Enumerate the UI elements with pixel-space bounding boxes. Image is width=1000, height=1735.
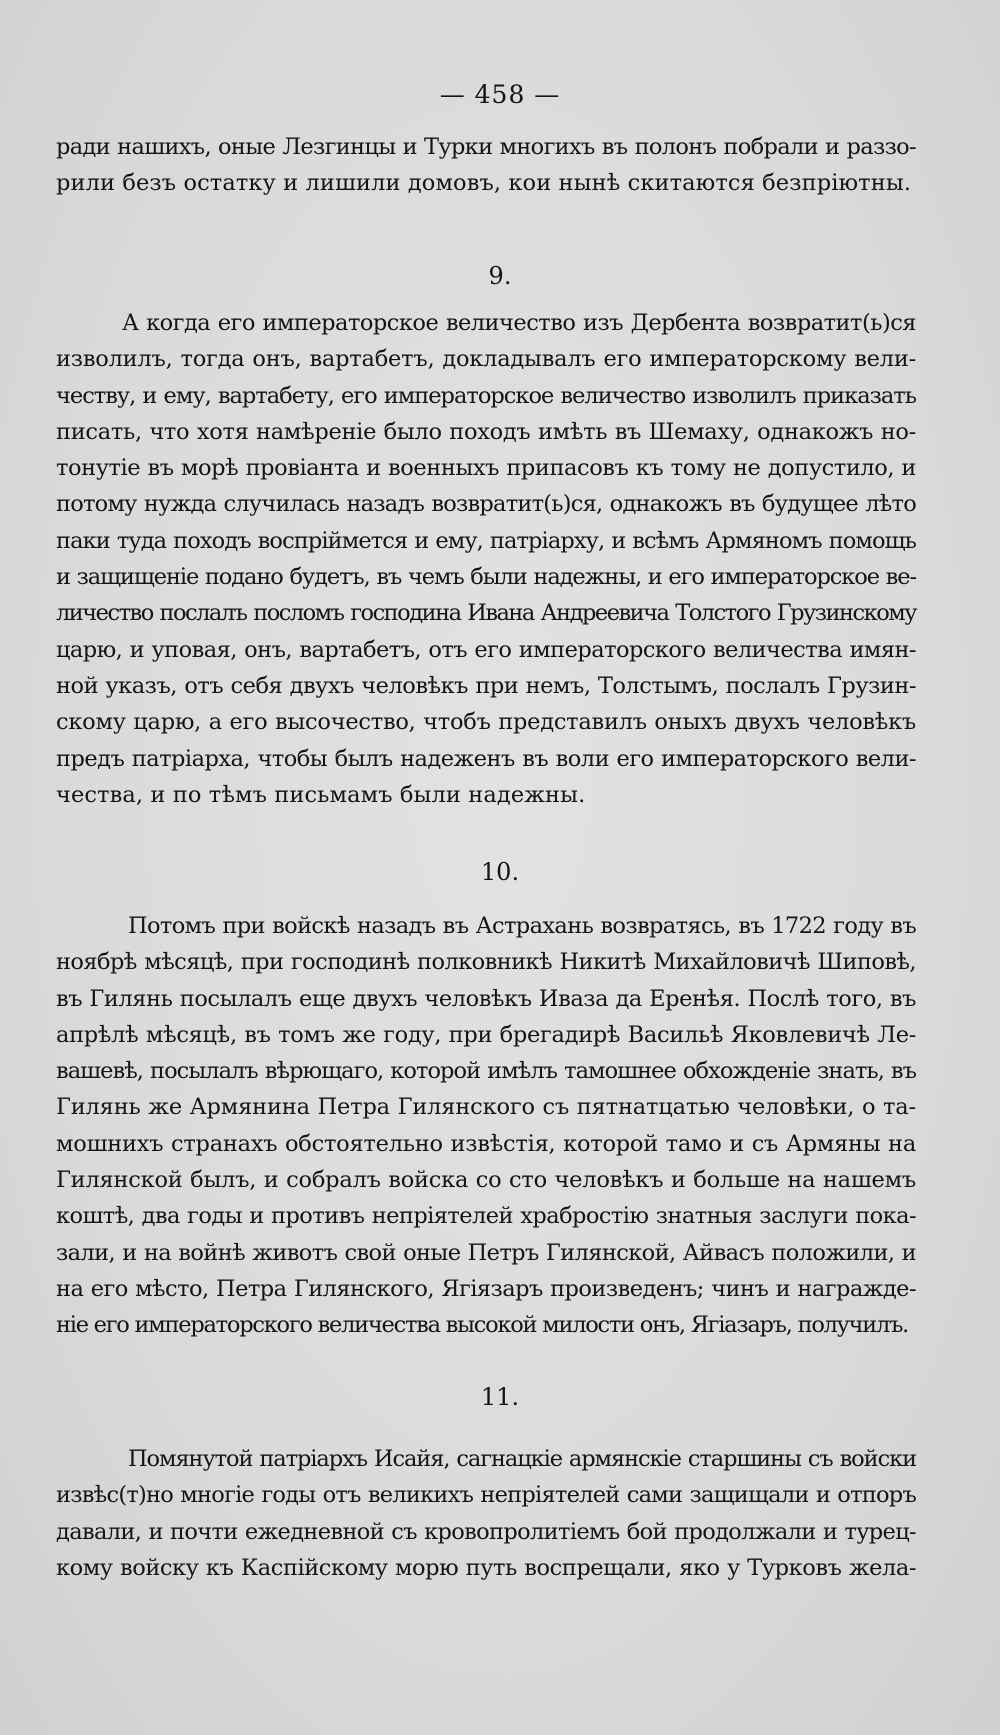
text-line: Помянутой патріархъ Исайя, сагнацкіе армянскіе старшины съ войски [128,1446,916,1472]
page-number: — 458 — [439,80,561,109]
section-10-paragraph [56,908,916,1344]
text-line: зали, и на войнѣ животъ свой оные Петръ Гилянской, Айвасъ положили, и [56,1239,916,1266]
text-line: царю, и уповая, онъ, вартабетъ, отъ его императорского величества имян- [56,636,916,663]
text-line: ноябрѣ мѣсяцѣ, при господинѣ полковникѣ Никитѣ Михайловичѣ Шиповѣ, [56,949,916,976]
text-line: рили безъ остатку и лишили домовъ, кои нынѣ скитаются безпріютны. [56,170,912,197]
text-line: потому нужда случилась назадъ возвратит(ь)ся, однакожъ въ будущее лѣто [56,491,916,518]
text-line: Гилянь же Армянина Петра Гилянского съ пятнатцатью человѣки, о та- [56,1094,916,1121]
text-line: чества, и по тѣмъ письмамъ были надежны. [56,781,586,808]
text-line: на его мѣсто, Петра Гилянского, Ягіязаръ произведенъ; чинъ и награжде- [56,1275,916,1302]
text-line: кому войску къ Каспійскому морю путь воспрещали, яко у Турковъ жела- [56,1554,916,1581]
section-11-paragraph [56,1441,916,1586]
text-line: ніе его императорского величества высокой милости онъ, Ягіазаръ, получилъ. [56,1312,909,1339]
text-line: коштѣ, два годы и противъ непріятелей храбростію знатныя заслуги пока- [56,1203,916,1230]
text-line: въ Гилянь посылалъ еще двухъ человѣкъ Иваза да Еренѣя. Послѣ того, въ [56,985,916,1012]
intro-paragraph [56,129,916,202]
text-line: личество послалъ посломъ господина Ивана Андреевича Толстого Грузинскому [56,600,916,627]
text-line: и защищеніе подано будетъ, въ чемъ были надежны, и его императорское ве- [56,564,916,591]
text-line: апрѣлѣ мѣсяцѣ, въ томъ же году, при брегадирѣ Васильѣ Яковлевичѣ Ле- [56,1021,916,1048]
section-number-10: 10. [480,858,520,886]
section-number-11: 11. [480,1383,520,1411]
text-line: паки туда походъ воспріймется и ему, патріарху, и всѣмъ Армяномъ помощь [56,527,916,554]
text-line: тонутіе въ морѣ провіанта и военныхъ припасовъ къ тому не допустило, и [56,455,916,482]
text-line: извѣс(т)но многіе годы отъ великихъ непріятелей сами защищали и отпоръ [56,1482,916,1509]
text-line: Потомъ при войскѣ назадъ въ Астрахань возвратясь, въ 1722 году въ [128,913,916,939]
text-line: скому царю, а его высочество, чтобъ представилъ оныхъ двухъ человѣкъ [56,709,916,736]
text-line: давали, и почти ежедневной съ кровопролитіемъ бой продолжали и турец- [56,1518,916,1545]
text-line: честву, и ему, вартабету, его императорское величество изволилъ приказать [56,382,916,409]
text-line: ради нашихъ, оные Лезгинцы и Турки многихъ въ полонъ побрали и раззо- [56,134,916,160]
text-line: вашевѣ, посылалъ вѣрющаго, которой имѣлъ тамошнее обхожденіе знать, въ [56,1058,916,1085]
section-number-9: 9. [488,262,512,290]
text-line: Гилянской былъ, и собралъ войска со сто человѣкъ и больше на нашемъ [56,1167,916,1194]
text-line: мошнихъ странахъ обстоятельно извѣстія, которой тамо и съ Армяны на [56,1130,916,1157]
text-line: писать, что хотя намѣреніе было походъ имѣть въ Шемаху, однакожъ но- [56,418,916,445]
section-9-paragraph [56,305,916,813]
text-line: предъ патріарха, чтобы былъ надеженъ въ воли его императорского вели- [56,745,916,772]
text-line: ной указъ, отъ себя двухъ человѣкъ при немъ, Толстымъ, послалъ Грузин- [56,672,916,699]
text-line: А когда его императорское величество изъ Дербента возвратит(ь)ся [122,310,916,336]
text-line: изволилъ, тогда онъ, вартабетъ, докладывалъ его императорскому вели- [56,346,916,373]
